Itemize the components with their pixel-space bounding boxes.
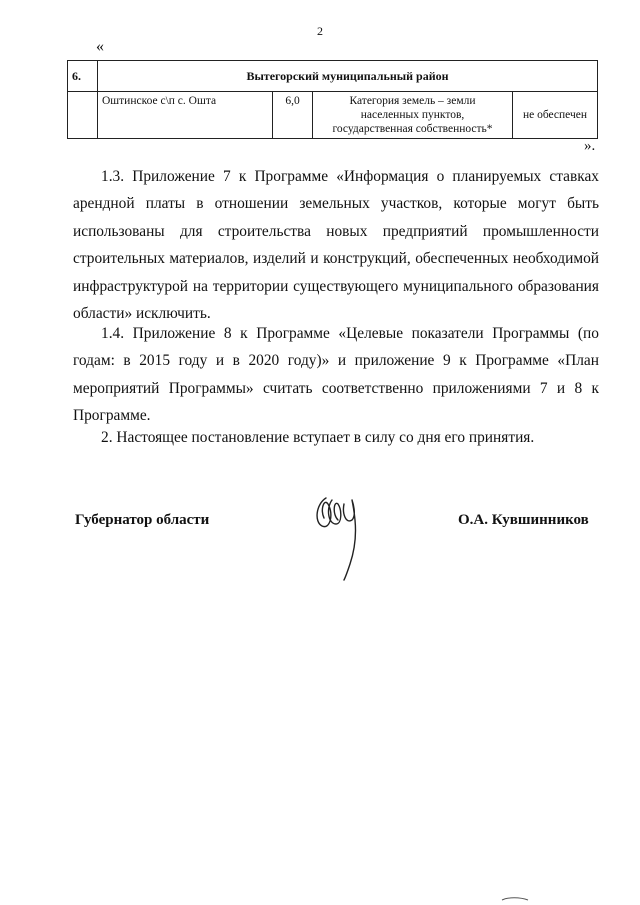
area-cell: 6,0 <box>273 92 313 139</box>
opening-quote: « <box>96 38 104 55</box>
table-region-row <box>68 61 598 92</box>
land-category-cell <box>313 92 513 139</box>
scan-artifact <box>500 896 530 902</box>
land-category-line: Категория земель – земли <box>349 95 476 107</box>
land-category-line: населенных пунктов, <box>360 109 465 121</box>
region-name: Вытегорский муниципальный район <box>98 61 598 92</box>
infrastructure-cell: не обеспечен <box>513 92 598 139</box>
paragraph-1-3: 1.3. Приложение 7 к Программе «Информация о планируемых ставках арендной платы в отношении земельных участков, которые могут быть использованы для строительства новых предприятий промышленности строительных материалов, изделий и конструкций, обеспеченных необходимой инфраструктурой на территории существующего муниципального образования области» исключить. <box>73 168 599 323</box>
closing-quote: ». <box>584 138 596 154</box>
handwritten-signature <box>312 490 372 582</box>
land-category-line: государственная собственность* <box>332 123 493 135</box>
signatory-name: О.А. Кувшинников <box>458 512 589 528</box>
empty-cell <box>68 92 98 139</box>
paragraph-1-4: 1.4. Приложение 8 к Программе «Целевые показатели Программы (по годам: в 2015 году и в 2020 году)» и приложение 9 к Программе «План мероприятий Программы» считать соответственно приложениями 7 и 8 к Программе. <box>73 325 599 425</box>
settlement-cell: Оштинское с\п с. Ошта <box>98 92 273 139</box>
paragraph-2: 2. Настоящее постановление вступает в силу со дня его принятия. <box>101 429 535 446</box>
signatory-title: Губернатор области <box>75 512 210 528</box>
page-number: 2 <box>317 24 323 38</box>
table-row <box>68 92 598 139</box>
land-plots-table <box>67 60 598 139</box>
row-number: 6. <box>68 61 98 92</box>
